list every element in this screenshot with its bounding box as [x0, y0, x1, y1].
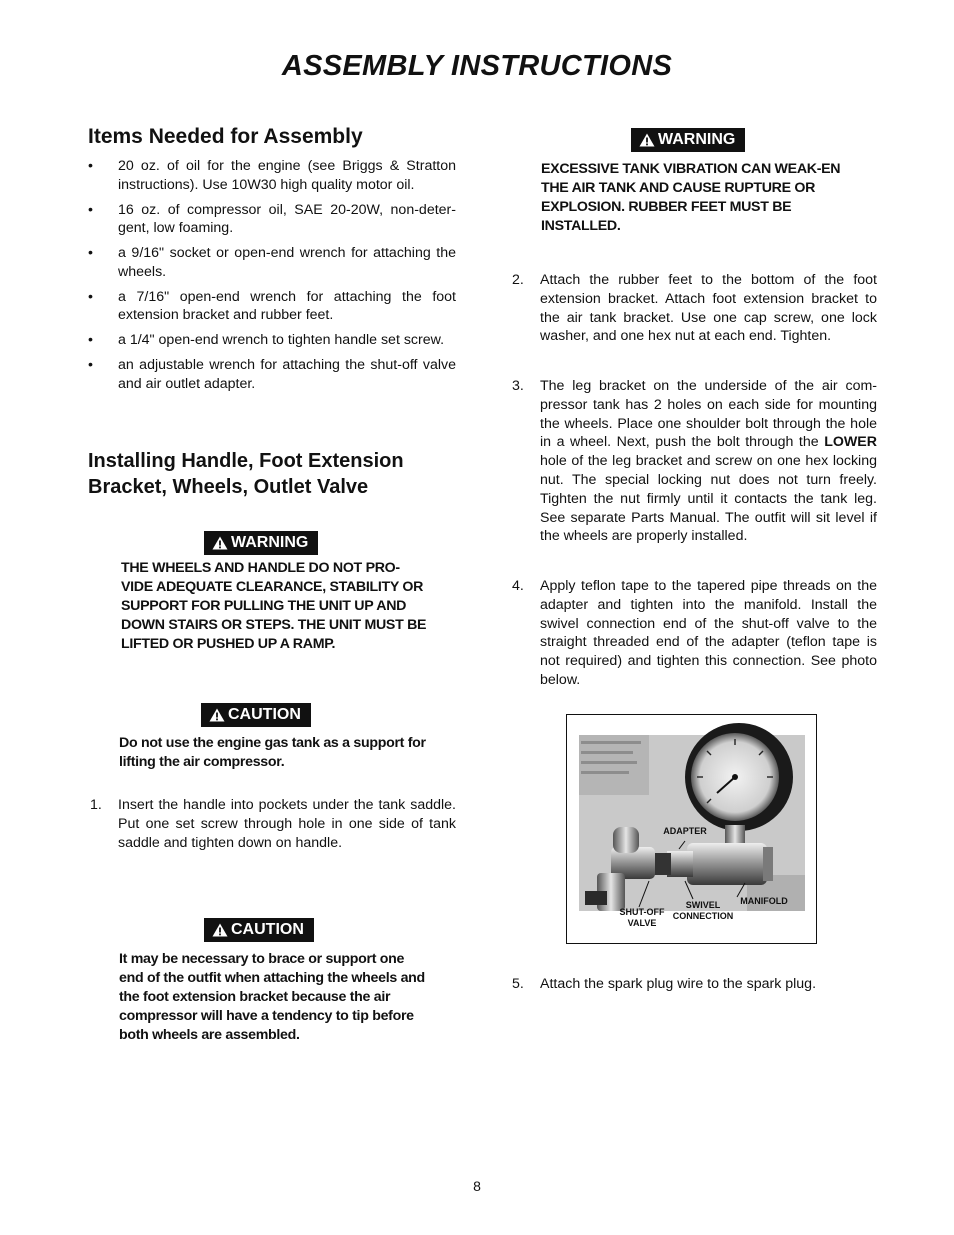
warning-badge: WARNING	[631, 128, 745, 152]
items-list	[88, 157, 456, 400]
list-item: • an adjustable wrench for attaching the shut-off valve and air outlet adapter.	[88, 357, 456, 392]
warning-triangle-icon	[209, 708, 225, 722]
step-4: 4. Apply teflon tape to the tapered pipe threads on the adapter and tighten into the manifold. Install the swivel connection end of the shut-off valve to the straight threaded end of the adapter (teflon tape is not required) and tighten this connection. See photo below.	[512, 578, 877, 688]
list-item: • 20 oz. of oil for the engine (see Briggs & Stratton instructions). Use 10W30 high quality motor oil.	[88, 158, 456, 193]
warning-triangle-icon	[212, 923, 228, 937]
list-item: • 16 oz. of compressor oil, SAE 20-20W, non-deter-gent, low foaming.	[88, 201, 456, 236]
step-1: 1. Insert the handle into pockets under the tank saddle. Put one set screw through hole in one side of tank saddle and tighten down on handle.	[90, 797, 456, 851]
installing-heading: Installing Handle, Foot Extension Bracket, Wheels, Outlet Valve	[88, 450, 404, 498]
step-5: 5. Attach the spark plug wire to the spark plug.	[512, 976, 817, 992]
page-title: ASSEMBLY INSTRUCTIONS	[281, 50, 673, 82]
page-number: 8	[473, 1178, 481, 1194]
list-item: • a 7/16" open-end wrench for attaching the foot extension bracket and rubber feet.	[88, 288, 456, 323]
caution-text: Do not use the engine gas tank as a support for lifting the air compressor.	[119, 735, 426, 770]
step-3: 3. The leg bracket on the underside of the air com-pressor tank has 2 holes on each side for mounting the wheels. Place one shoulder bolt through the hole in a wheel. Next, push the bolt through the LOWER hole of the leg bracket and screw on one hex locking nut. The special locking nut does not turn freely. Tighten the nut firmly until it contacts the tank leg. See separate Parts Manual. The outfit will sit level if the wheels are properly installed.	[512, 378, 877, 545]
warning-text: EXCESSIVE TANK VIBRATION CAN WEAK-EN THE AIR TANK AND CAUSE RUPTURE OR EXPLOSION. RUBBER FEET MUST BE INSTALLED.	[541, 161, 841, 234]
list-item: • a 9/16" socket or open-end wrench for attaching the wheels.	[88, 245, 456, 280]
warning-badge: WARNING	[204, 531, 318, 555]
assembly-photo	[566, 714, 817, 944]
caution-text: It may be necessary to brace or support one end of the outfit when attaching the wheels and the foot extension bracket because the air compressor will have a tendency to tip before both wheels are assembled.	[119, 951, 425, 1043]
shutoff-valve-label: SHUT-OFF VALVE	[619, 907, 665, 928]
manifold-label: MANIFOLD	[740, 896, 788, 906]
caution-badge: CAUTION	[201, 703, 311, 727]
warning-triangle-icon	[639, 133, 655, 147]
items-needed-heading: Items Needed for Assembly	[88, 125, 363, 148]
step-2: 2. Attach the rubber feet to the bottom of the foot extension bracket. Attach foot extension bracket to the air tank bracket. Use one cap screw, one lock washer, and one hex nut at each end. Tighten.	[512, 272, 877, 345]
caution-badge: CAUTION	[204, 918, 314, 942]
adapter-label: ADAPTER	[663, 826, 707, 836]
warning-text: THE WHEELS AND HANDLE DO NOT PRO-VIDE ADEQUATE CLEARANCE, STABILITY OR SUPPORT FOR PULLING THE UNIT UP AND DOWN STAIRS OR STEPS. THE UNIT MUST BE LIFTED OR PUSHED UP A RAMP.	[121, 560, 427, 652]
swivel-connection-label: SWIVEL CONNECTION	[672, 900, 734, 921]
list-item: • a 1/4" open-end wrench to tighten handle set screw.	[88, 332, 445, 348]
warning-triangle-icon	[212, 536, 228, 550]
